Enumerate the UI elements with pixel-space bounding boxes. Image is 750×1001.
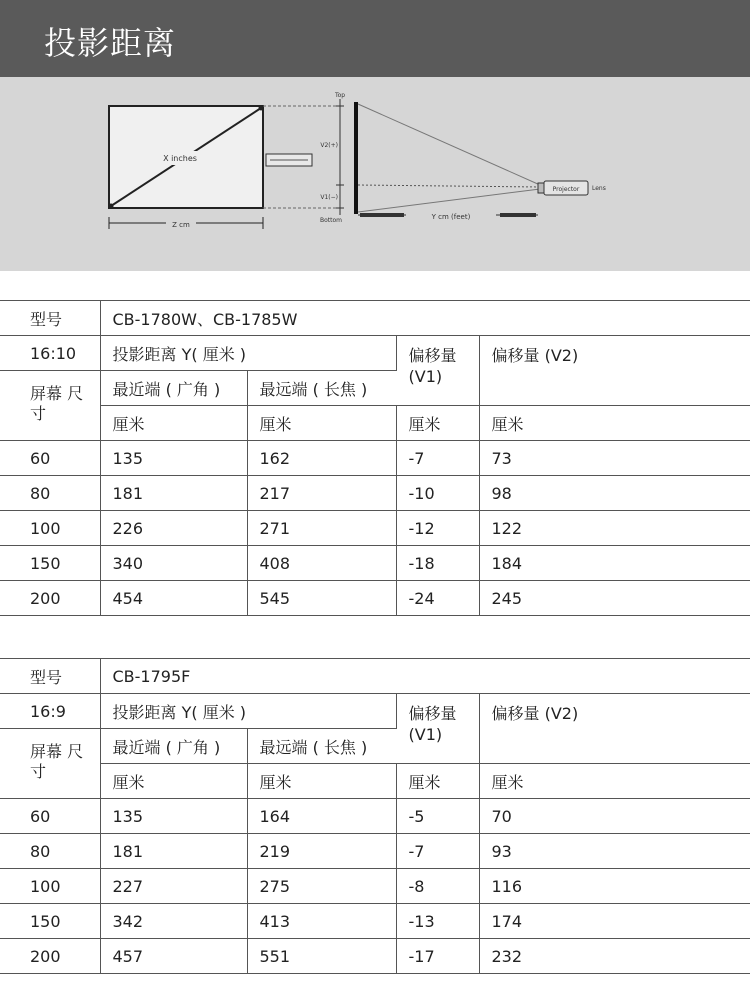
far-cell: 217 xyxy=(247,476,396,511)
far-cell: 162 xyxy=(247,441,396,476)
screen-size-label: X inches xyxy=(163,154,197,163)
header-row xyxy=(0,694,750,729)
model-row xyxy=(0,301,750,336)
lens-label: Lens xyxy=(592,185,606,192)
far-cell: 551 xyxy=(247,939,396,974)
screen-size-cell: 80 xyxy=(0,834,100,869)
aspect-ratio: 16:9 xyxy=(0,694,100,729)
table-row xyxy=(0,441,750,476)
header-row xyxy=(0,336,750,371)
table-row xyxy=(0,799,750,834)
beam-top xyxy=(358,104,540,185)
far-cell: 219 xyxy=(247,834,396,869)
unit-cell: 厘米 xyxy=(479,406,750,441)
near-cell: 340 xyxy=(100,546,247,581)
bottom-label: Bottom xyxy=(319,217,342,224)
table-row xyxy=(0,511,750,546)
far-label: 最远端 ( 长焦 ) xyxy=(247,371,396,406)
far-cell: 413 xyxy=(247,904,396,939)
unit-cell: 厘米 xyxy=(396,406,479,441)
near-cell: 454 xyxy=(100,581,247,616)
near-cell: 342 xyxy=(100,904,247,939)
v2-cell: 122 xyxy=(479,511,750,546)
near-cell: 135 xyxy=(100,441,247,476)
screen-size-cell: 150 xyxy=(0,546,100,581)
offset-v1-label: V1(−) xyxy=(320,194,338,201)
model-label: 型号 xyxy=(0,659,100,694)
distance-label: Y cm (feet) xyxy=(431,213,471,221)
table-row xyxy=(0,904,750,939)
v2-cell: 73 xyxy=(479,441,750,476)
page-title: 投影距离 xyxy=(44,24,177,62)
diagonal-end-dot xyxy=(109,204,114,209)
far-cell: 545 xyxy=(247,581,396,616)
offset-v1-header: 偏移量 (V1) xyxy=(396,694,479,764)
screen-size-cell: 200 xyxy=(0,939,100,974)
throw-distance-table-1 xyxy=(0,300,750,616)
v2-cell: 70 xyxy=(479,799,750,834)
v2-cell: 174 xyxy=(479,904,750,939)
unit-row xyxy=(0,764,750,799)
screen-size-cell: 150 xyxy=(0,904,100,939)
unit-cell: 厘米 xyxy=(247,764,396,799)
projector-label: Projector xyxy=(552,186,580,193)
unit-cell: 厘米 xyxy=(247,406,396,441)
unit-cell: 厘米 xyxy=(479,764,750,799)
offset-v2-label: V2(+) xyxy=(320,142,338,149)
v1-cell: -18 xyxy=(396,546,479,581)
offset-v2-header: 偏移量 (V2) xyxy=(479,336,750,406)
width-label: Z cm xyxy=(172,221,190,229)
throw-distance-table-2 xyxy=(0,658,750,974)
side-screen xyxy=(354,102,358,214)
screen-size-cell: 100 xyxy=(0,869,100,904)
far-cell: 164 xyxy=(247,799,396,834)
screen-size-cell: 60 xyxy=(0,441,100,476)
screen-size-label: 屏幕 尺寸 xyxy=(0,371,100,441)
v1-cell: -5 xyxy=(396,799,479,834)
near-label: 最近端 ( 广角 ) xyxy=(100,371,247,406)
aspect-ratio: 16:10 xyxy=(0,336,100,371)
v1-cell: -10 xyxy=(396,476,479,511)
beam-axis xyxy=(358,185,540,187)
projector-lens xyxy=(538,183,544,193)
page-header xyxy=(0,0,750,77)
offset-v1-header: 偏移量 (V1) xyxy=(396,336,479,406)
distance-arrow-right xyxy=(500,213,536,217)
v1-cell: -8 xyxy=(396,869,479,904)
screen-size-cell: 80 xyxy=(0,476,100,511)
far-cell: 271 xyxy=(247,511,396,546)
screen-size-label: 屏幕 尺寸 xyxy=(0,729,100,799)
v2-cell: 232 xyxy=(479,939,750,974)
v2-cell: 98 xyxy=(479,476,750,511)
table-row xyxy=(0,581,750,616)
model-label: 型号 xyxy=(0,301,100,336)
unit-cell: 厘米 xyxy=(396,764,479,799)
table-row xyxy=(0,939,750,974)
table-row xyxy=(0,546,750,581)
distance-arrow-left xyxy=(360,213,404,217)
v2-cell: 245 xyxy=(479,581,750,616)
v2-cell: 184 xyxy=(479,546,750,581)
v1-cell: -7 xyxy=(396,441,479,476)
distance-header: 投影距离 Y( 厘米 ) xyxy=(100,336,396,371)
near-cell: 181 xyxy=(100,834,247,869)
distance-header: 投影距离 Y( 厘米 ) xyxy=(100,694,396,729)
table-row xyxy=(0,834,750,869)
v1-cell: -24 xyxy=(396,581,479,616)
v1-cell: -13 xyxy=(396,904,479,939)
projection-diagram xyxy=(0,77,750,271)
near-cell: 181 xyxy=(100,476,247,511)
unit-row xyxy=(0,406,750,441)
screen-size-cell: 60 xyxy=(0,799,100,834)
model-row xyxy=(0,659,750,694)
far-cell: 275 xyxy=(247,869,396,904)
screen-size-cell: 100 xyxy=(0,511,100,546)
diagonal-end-dot xyxy=(259,106,264,111)
table-row xyxy=(0,869,750,904)
v2-cell: 93 xyxy=(479,834,750,869)
v1-cell: -17 xyxy=(396,939,479,974)
unit-cell: 厘米 xyxy=(100,764,247,799)
model-value: CB-1795F xyxy=(100,659,750,694)
far-label: 最远端 ( 长焦 ) xyxy=(247,729,396,764)
near-label: 最近端 ( 广角 ) xyxy=(100,729,247,764)
table-row xyxy=(0,476,750,511)
near-cell: 135 xyxy=(100,799,247,834)
unit-cell: 厘米 xyxy=(100,406,247,441)
offset-v2-header: 偏移量 (V2) xyxy=(479,694,750,764)
near-cell: 227 xyxy=(100,869,247,904)
v2-cell: 116 xyxy=(479,869,750,904)
beam-bottom xyxy=(358,189,540,212)
far-cell: 408 xyxy=(247,546,396,581)
v1-cell: -7 xyxy=(396,834,479,869)
near-cell: 457 xyxy=(100,939,247,974)
near-cell: 226 xyxy=(100,511,247,546)
v1-cell: -12 xyxy=(396,511,479,546)
projection-diagram-svg xyxy=(0,77,750,271)
top-label: Top xyxy=(334,92,346,99)
model-value: CB-1780W、CB-1785W xyxy=(100,301,750,336)
screen-size-cell: 200 xyxy=(0,581,100,616)
